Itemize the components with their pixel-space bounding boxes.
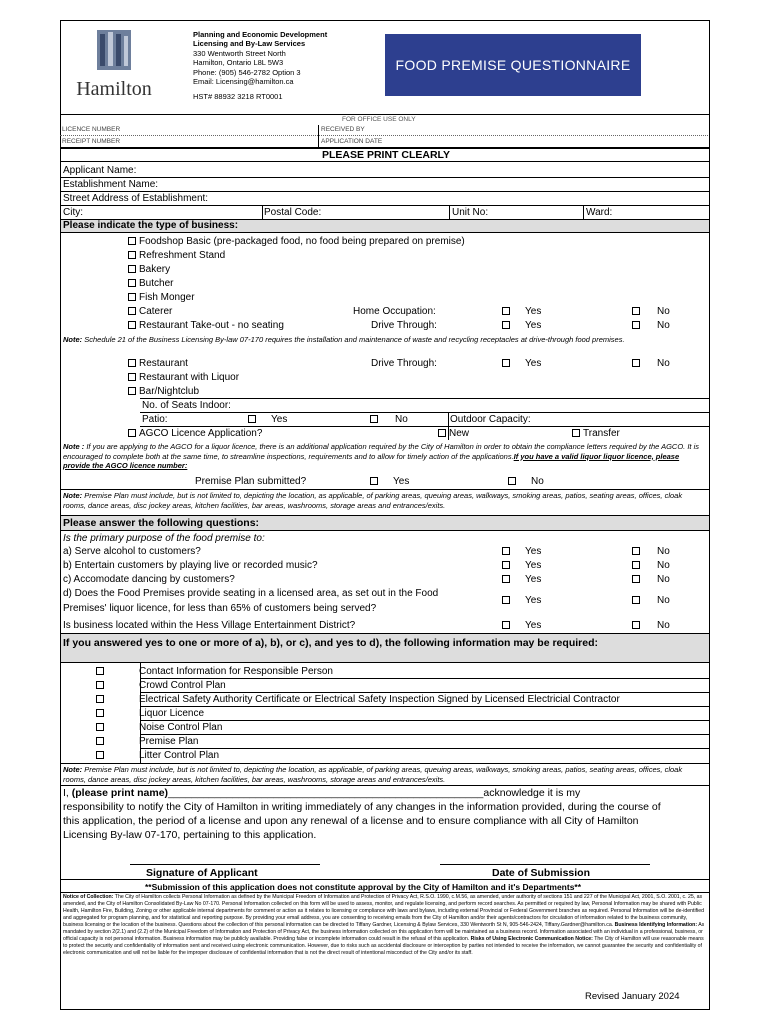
dept-line2: Licensing and By-Law Services [193,39,306,49]
signature-field[interactable] [130,864,320,865]
required-item[interactable]: Crowd Control Plan [96,680,226,692]
submission-note: **Submission of this application does not constitute approval by the City of Hamilton and it's Departments** [145,882,582,892]
qa-no-checkbox[interactable] [632,547,640,555]
question-b: b) Entertain customers by playing live or recorded music? [63,560,318,571]
required-item[interactable]: Premise Plan [96,736,198,748]
required-heading: If you answered yes to one or more of a), b), or c), and yes to d), the following information may be required: [61,633,709,663]
qd-yes[interactable]: Yes [502,595,541,607]
qd-no[interactable]: No [632,595,670,607]
date-field[interactable] [440,864,650,865]
phone: Phone: (905) 546-2782 Option 3 [193,67,301,77]
receipt-number-label: RECEIPT NUMBER [62,138,121,145]
qb-yes[interactable]: Yes [502,560,541,572]
hst-number: HST# 88932 3218 RT0001 [193,92,283,101]
qd-no-checkbox[interactable] [632,596,640,604]
noise-control-checkbox[interactable] [96,723,104,731]
acknowledge-line2: responsibility to notify the City of Hamilton in writing immediately of any changes in the information provided, during the course of [63,801,661,813]
agco-transfer[interactable]: Transfer [572,428,620,440]
agco-option[interactable]: AGCO Licence Application? [128,428,262,440]
caterer-option[interactable]: Caterer [128,306,172,318]
establishment-name-label: Establishment Name: [63,179,159,190]
restaurant-drive-through-yes[interactable]: Yes [502,358,541,370]
privacy-notice: Notice of Collection: The City of Hamilton collects Personal Information as defined by the Municipal Freedom of Information and Protection of Privacy Act, R.S.O. 1990, c.M.56, as amended, under authority of sections 151 and 227 of the Municipal Act, 2001, S.O. 2001, c. 25, as amended, and the City of Hamilton Consolidated By-Law No 07-170. Personal Information collected on this form will be used to assess, monitor, and regulate licensing, and perform record searches. As permitted or required by law, Personal Information may be shared with Public Health, Hamilton Fire, Building, Zoning or other applicable internal departments for comment or action as it relates to licensing or compliance with laws and bylaws, including external Provincial or Federal Government branches as required. Personal Information will be de-identified and aggregated for program planning, and for statistical and reporting purpose. By providing your email address, you are consenting to receiving emails from the City of Hamilton and/or their agents/contractors for circulation of information related to the business community, business licensing or the location of the business. Questions about the collection of this personal information can be directed to Tiffany Gardner, Licensing & Bylaw Services, 330 Wentworth St N, 905-546-2424, Tiffany.Gardner@hamilton.ca. Business Identifying Information: As mandated by section 2(2.1) and (2.2) of the Municipal Freedom of Information and Protection of Privacy Act, the business information collected on this application form will be maintained as a business record. Information associated with an individual in a professional, business, or official capacity is not personal information. Business information may be publicly available. Providing false or incomplete information could result in the refusal of this application. Risks of Using Electronic Communication Notice: The City of Hamilton will use reasonable means to protect the security and confidentiality of information sent and received using electronic communication. However, due to risks such as accidental disclosure or interception by parties not intended to receive the information, we cannot guarantee the security and confidentiality of electronic communication and will not be liable for the improper disclosure of confidential information that is not the direct result of intentional misconduct of the City and/or its staff. [63,894,705,956]
qb-no[interactable]: No [632,560,670,572]
print-clearly: PLEASE PRINT CLEARLY [61,148,709,162]
liquor-licence-checkbox[interactable] [96,709,104,717]
department-info [193,30,327,86]
required-note: Note: Premise Plan must include, but is not limited to, depicting the location, as applicable, of parking areas, queuing areas, walkways, smoking areas, patios, seating areas, offices, cloak rooms, dance areas, disc jockey areas, kitchen facilities, bar areas, washrooms, storage areas and entrances/exits. [63,765,683,784]
fishmonger-checkbox[interactable] [128,293,136,301]
hess-no-checkbox[interactable] [632,621,640,629]
qc-yes-checkbox[interactable] [502,575,510,583]
agco-note: Note : If you are applying to the AGCO for a liquor licence, there is an additional application required by the City of Hamilton in order to obtain the compliance letters required by the AGCO. It is encouraged to complete both at the same time, to streamline inspections, requirements and to allow for timely action of the applications.If you have a valid liquor liquor licence, please provide the AGCO licence number: [63,442,700,470]
takeout-checkbox[interactable] [128,321,136,329]
foodshop-option[interactable]: Foodshop Basic (pre-packaged food, no food being prepared on premise) [128,236,465,248]
fishmonger-option[interactable]: Fish Monger [128,292,195,304]
outdoor-capacity-label: Outdoor Capacity: [450,414,531,425]
questions-heading: Please answer the following questions: [61,515,709,531]
bar-checkbox[interactable] [128,387,136,395]
home-occupation-yes-checkbox[interactable] [502,307,510,315]
home-occupation-label: Home Occupation: [353,306,436,317]
required-item[interactable]: Litter Control Plan [96,750,219,762]
litter-control-checkbox[interactable] [96,751,104,759]
required-item[interactable]: Liquor Licence [96,708,204,720]
required-item[interactable]: Noise Control Plan [96,722,222,734]
email: Email: Licensing@hamilton.ca [193,77,294,87]
bakery-checkbox[interactable] [128,265,136,273]
acknowledge-line3: this application, the period of a license and upon any renewal of a license and to ensure compliance with all City of Hamilton [63,815,639,827]
qa-yes-checkbox[interactable] [502,547,510,555]
hess-village-question: Is business located within the Hess Village Entertainment District? [63,620,356,631]
question-c: c) Accomodate dancing by customers? [63,574,235,585]
form-title: FOOD PREMISE QUESTIONNAIRE [385,34,641,96]
patio-yes[interactable]: Yes [248,414,287,426]
agco-new-checkbox[interactable] [438,429,446,437]
crowd-control-checkbox[interactable] [96,681,104,689]
licence-number-label: LICENCE NUMBER [62,126,121,133]
drive-through-yes[interactable]: Yes [502,320,541,332]
electrical-safety-checkbox[interactable] [96,695,104,703]
patio-no-checkbox[interactable] [370,415,378,423]
butcher-checkbox[interactable] [128,279,136,287]
question-d-line2: Premises' liquor licence, for less than 65% of customers being served? [63,603,377,614]
qc-no-checkbox[interactable] [632,575,640,583]
premise-plan-label: Premise Plan submitted? [195,476,307,487]
premise-plan-no[interactable]: No [508,476,544,488]
premise-plan-req-checkbox[interactable] [96,737,104,745]
restaurant-drive-no-checkbox[interactable] [632,359,640,367]
bakery-option[interactable]: Bakery [128,264,170,276]
restaurant-option[interactable]: Restaurant [128,358,188,370]
home-occupation-no[interactable]: No [632,306,670,318]
received-by-label: RECEIVED BY [321,126,365,133]
restaurant-drive-through-label: Drive Through: [371,358,437,369]
premise-plan-yes[interactable]: Yes [370,476,409,488]
applicant-name-label: Applicant Name: [63,165,137,176]
unit-no-label: Unit No: [452,207,489,218]
contact-info-checkbox[interactable] [96,667,104,675]
qa-no[interactable]: No [632,546,670,558]
office-heading: FOR OFFICE USE ONLY [342,116,416,123]
questions-intro: Is the primary purpose of the food premise to: [63,533,265,544]
restaurant-liquor-option[interactable]: Restaurant with Liquor [128,372,239,384]
premise-plan-yes-checkbox[interactable] [370,477,378,485]
seats-indoor-label: No. of Seats Indoor: [142,400,231,411]
foodshop-checkbox[interactable] [128,237,136,245]
restaurant-checkbox[interactable] [128,359,136,367]
patio-no[interactable]: No [370,414,408,426]
ward-label: Ward: [586,207,613,218]
drive-through-no-checkbox[interactable] [632,321,640,329]
application-date-label: APPLICATION DATE [321,138,383,145]
logo-wordmark: Hamilton [76,78,152,100]
postal-code-label: Postal Code: [264,207,322,218]
required-item[interactable]: Contact Information for Responsible Person [96,666,333,678]
qd-yes-checkbox[interactable] [502,596,510,604]
street-address-label: Street Address of Establishment: [63,193,209,204]
premise-plan-no-checkbox[interactable] [508,477,516,485]
takeout-option[interactable]: Restaurant Take-out - no seating [128,320,284,332]
qb-no-checkbox[interactable] [632,561,640,569]
signature-label: Signature of Applicant [146,867,258,879]
home-occupation-no-checkbox[interactable] [632,307,640,315]
revised-date: Revised January 2024 [585,991,680,1002]
question-a: a) Serve alcohol to customers? [63,546,201,557]
required-item[interactable]: Electrical Safety Authority Certificate or Electrical Safety Inspection Signed by Licensed Electricial Contractor [96,694,620,706]
drive-through-no[interactable]: No [632,320,670,332]
hess-no[interactable]: No [632,620,670,632]
hess-yes[interactable]: Yes [502,620,541,632]
business-type-heading: Please indicate the type of business: [61,219,709,233]
drive-through-note: Note: Schedule 21 of the Business Licensing By-law 07-170 requires the installation and maintenance of waste and recycling receptacles at drive-through food premises. [63,335,625,344]
address-line2: Hamilton, Ontario L8L 5W3 [193,58,284,68]
premise-plan-note: Note: Premise Plan must include, but is not limited to, depicting the location, as applicable, of parking areas, queuing areas, walkways, smoking areas, patios, seating areas, offices, cloak rooms, dance areas, disc jockey areas, kitchen facilities, bar areas, washrooms, storage areas and entrances/exits. [63,491,683,510]
office-use-section [60,114,710,148]
acknowledge-line1: I, (please print name)______________________________________________________acknowledge it is my [63,787,581,799]
question-d-line1: d) Does the Food Premises provide seating in a licensed area, as set out in the Food [63,588,439,599]
agco-new[interactable]: New [438,428,469,440]
caterer-checkbox[interactable] [128,307,136,315]
drive-through-yes-checkbox[interactable] [502,321,510,329]
qb-yes-checkbox[interactable] [502,561,510,569]
date-label: Date of Submission [492,867,591,879]
home-occupation-yes[interactable]: Yes [502,306,541,318]
acknowledge-line4: Licensing By-law 07-170, pertaining to this application. [63,829,317,841]
restaurant-liquor-checkbox[interactable] [128,373,136,381]
drive-through-label: Drive Through: [371,320,437,331]
restaurant-drive-through-no[interactable]: No [632,358,670,370]
refreshment-checkbox[interactable] [128,251,136,259]
restaurant-drive-yes-checkbox[interactable] [502,359,510,367]
city-label: City: [63,207,83,218]
patio-yes-checkbox[interactable] [248,415,256,423]
butcher-option[interactable]: Butcher [128,278,173,290]
bar-option[interactable]: Bar/Nightclub [128,386,199,398]
agco-checkbox[interactable] [128,429,136,437]
qc-yes[interactable]: Yes [502,574,541,586]
patio-label: Patio: [142,414,168,425]
address-line1: 330 Wentworth Street North [193,48,286,58]
agco-transfer-checkbox[interactable] [572,429,580,437]
dept-line1: Planning and Economic Development [193,30,328,39]
refreshment-option[interactable]: Refreshment Stand [128,250,225,262]
qa-yes[interactable]: Yes [502,546,541,558]
qc-no[interactable]: No [632,574,670,586]
hess-yes-checkbox[interactable] [502,621,510,629]
